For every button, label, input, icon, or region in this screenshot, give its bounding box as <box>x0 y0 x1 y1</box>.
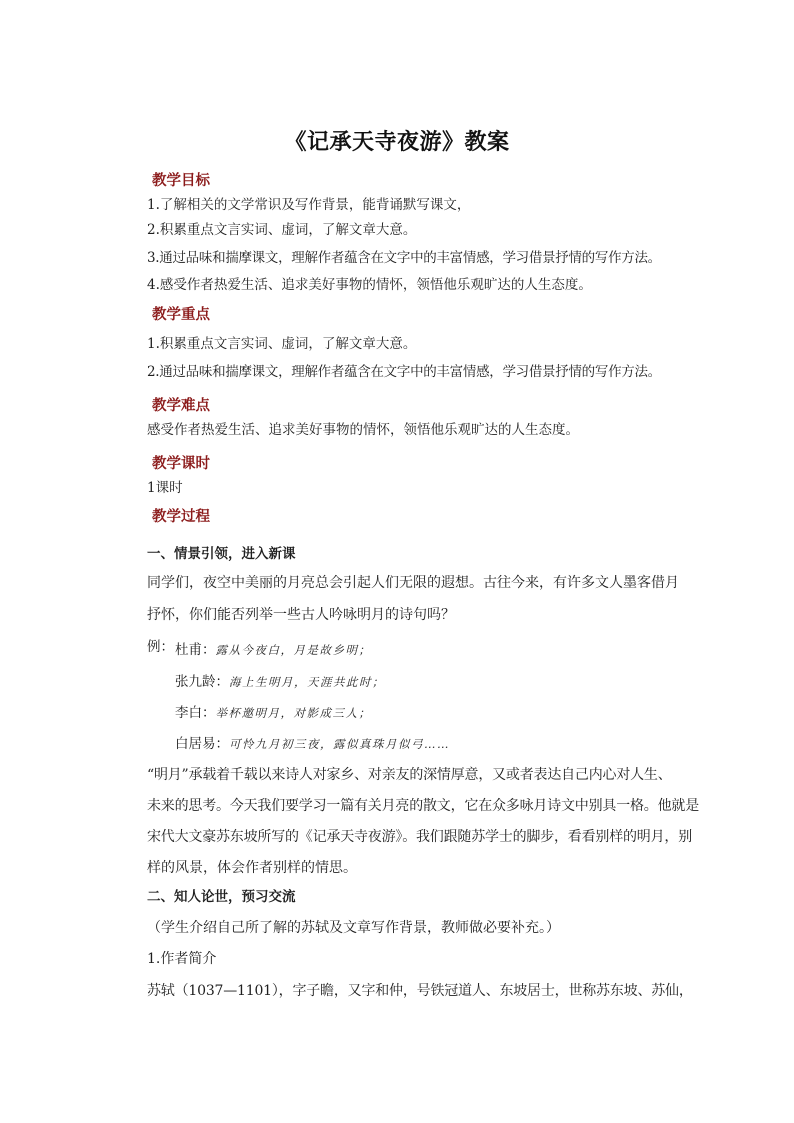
paragraph-line: “明月”承载着千载以来诗人对家乡、对亲友的深情厚意，又或者表达自己内心对人生、 <box>147 767 672 783</box>
example-line <box>175 704 372 721</box>
difficulties-text: 感受作者热爱生活、追求美好事物的情怀，领悟他乐观旷达的人生态度。 <box>147 422 579 438</box>
section-heading-hours: 教学课时 <box>152 455 210 472</box>
example-line <box>175 735 450 752</box>
example-prefix: 例： <box>147 639 174 655</box>
poem-verse: 露从今夜白，月是故乡明； <box>215 643 372 657</box>
poem-verse: 海上生明月，天涯共此时； <box>229 675 385 689</box>
section-heading-process: 教学过程 <box>152 508 210 525</box>
subsection-title: 1.作者简介 <box>147 951 217 967</box>
hours-text: 1课时 <box>147 480 183 496</box>
poet-name: 李白： <box>175 705 216 721</box>
paragraph-line: 宋代大文豪苏东坡所写的《记承天寺夜游》。我们跟随苏学士的脚步，看看别样的明月，别 <box>147 829 692 845</box>
paragraph-line: 同学们，夜空中美丽的月亮总会引起人们无限的遐想。古往今来，有许多文人墨客借月 <box>147 575 679 591</box>
poem-verse: 举杯邀明月，对影成三人； <box>215 706 372 720</box>
goal-item: 4.感受作者热爱生活、追求美好事物的情怀，领悟他乐观旷达的人生态度。 <box>147 277 592 293</box>
goal-item: 1.了解相关的文学常识及写作背景，能背诵默写课文， <box>147 197 471 213</box>
key-point-item: 2.通过品味和揣摩课文，理解作者蕴含在文字中的丰富情感，学习借景抒情的写作方法。 <box>147 364 661 380</box>
example-line <box>175 641 372 658</box>
paragraph-line: 苏轼（1037—1101），字子瞻，又字和仲，号铁冠道人、东坡居士，世称苏东坡、苏仙， <box>147 983 693 999</box>
goal-item: 3.通过品味和揣摩课文，理解作者蕴含在文字中的丰富情感，学习借景抒情的写作方法。 <box>147 250 661 266</box>
poet-name: 张九龄： <box>175 674 229 690</box>
section-heading-key-points: 教学重点 <box>152 306 210 323</box>
section-heading-difficulties: 教学难点 <box>152 397 210 414</box>
section-heading-goals: 教学目标 <box>152 172 210 189</box>
key-point-item: 1.积累重点文言实词、虚词，了解文章大意。 <box>147 336 417 352</box>
process-section-title: 二、知人论世，预习交流 <box>147 889 296 905</box>
paragraph-line: 未来的思考。今天我们要学习一篇有关月亮的散文，它在众多咏月诗文中别具一格。他就是 <box>147 798 699 814</box>
process-section-title: 一、情景引领，进入新课 <box>147 546 296 562</box>
paragraph-line: 样的风景，体会作者别样的情思。 <box>147 860 357 876</box>
poem-verse: 可怜九月初三夜，露似真珠月似弓…… <box>229 737 450 751</box>
example-line <box>175 673 385 690</box>
section-note: （学生介绍自己所了解的苏轼及文章写作背景，教师做必要补充。） <box>147 920 560 936</box>
paragraph-line: 抒怀，你们能否列举一些古人吟咏明月的诗句吗？ <box>147 607 455 623</box>
poet-name: 白居易： <box>175 736 229 752</box>
document-title: 《记承天寺夜游》教案 <box>284 129 510 155</box>
goal-item: 2.积累重点文言实词、虚词，了解文章大意。 <box>147 222 417 238</box>
poet-name: 杜甫： <box>175 642 216 658</box>
